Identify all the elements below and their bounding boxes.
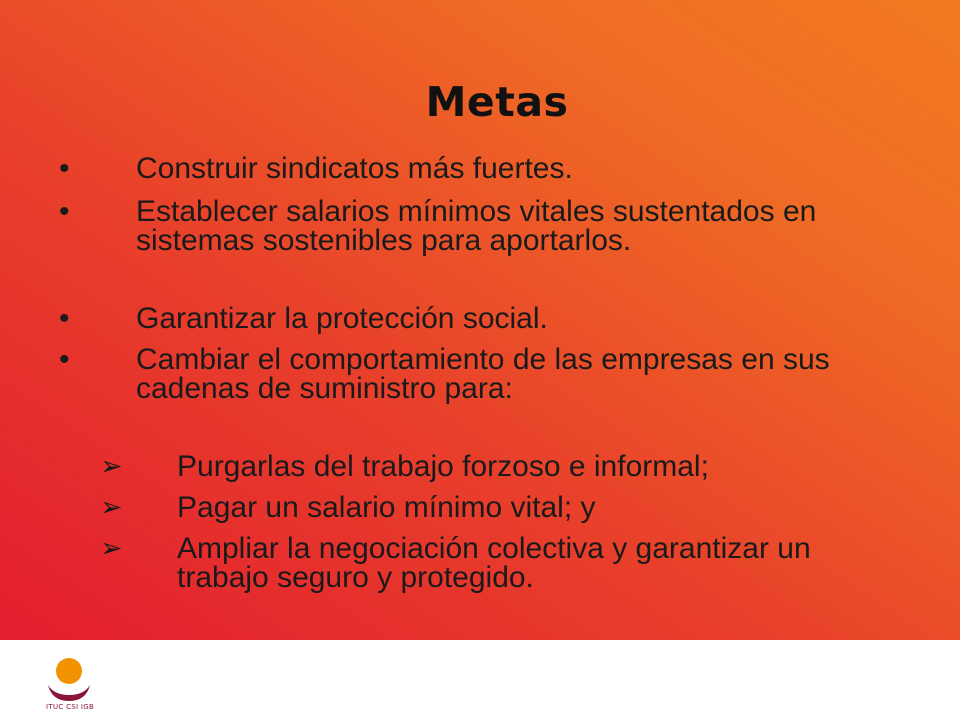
sub-bullet-text: Pagar un salario mínimo vital; y [177, 491, 596, 524]
bullet-text: Cambiar el comportamiento de las empresas en sus cadenas de suministro para: [136, 343, 830, 405]
sub-bullet-text: Ampliar la negociación colectiva y garantizar un trabajo seguro y protegido. [177, 532, 811, 594]
bullet-dot-icon: • [59, 195, 70, 228]
slide-footer [0, 640, 960, 720]
slide-title: Metas [425, 78, 569, 126]
bullet-dot-icon: • [59, 302, 70, 335]
arrow-bullet-icon: ➢ [100, 492, 123, 523]
bullet-dot-icon: • [59, 152, 70, 185]
bullet-dot-icon: • [59, 343, 70, 376]
sub-bullet-text: Purgarlas del trabajo forzoso e informal; [177, 450, 709, 483]
logo-text: ITUC CSI IGB [46, 703, 95, 711]
bullet-text: Construir sindicatos más fuertes. [136, 152, 573, 185]
arrow-bullet-icon: ➢ [100, 451, 123, 482]
bullet-text: Establecer salarios mínimos vitales sustentados en sistemas sostenibles para aportarlos. [136, 195, 817, 257]
arrow-bullet-icon: ➢ [100, 533, 123, 564]
bullet-text: Garantizar la protección social. [136, 302, 548, 335]
